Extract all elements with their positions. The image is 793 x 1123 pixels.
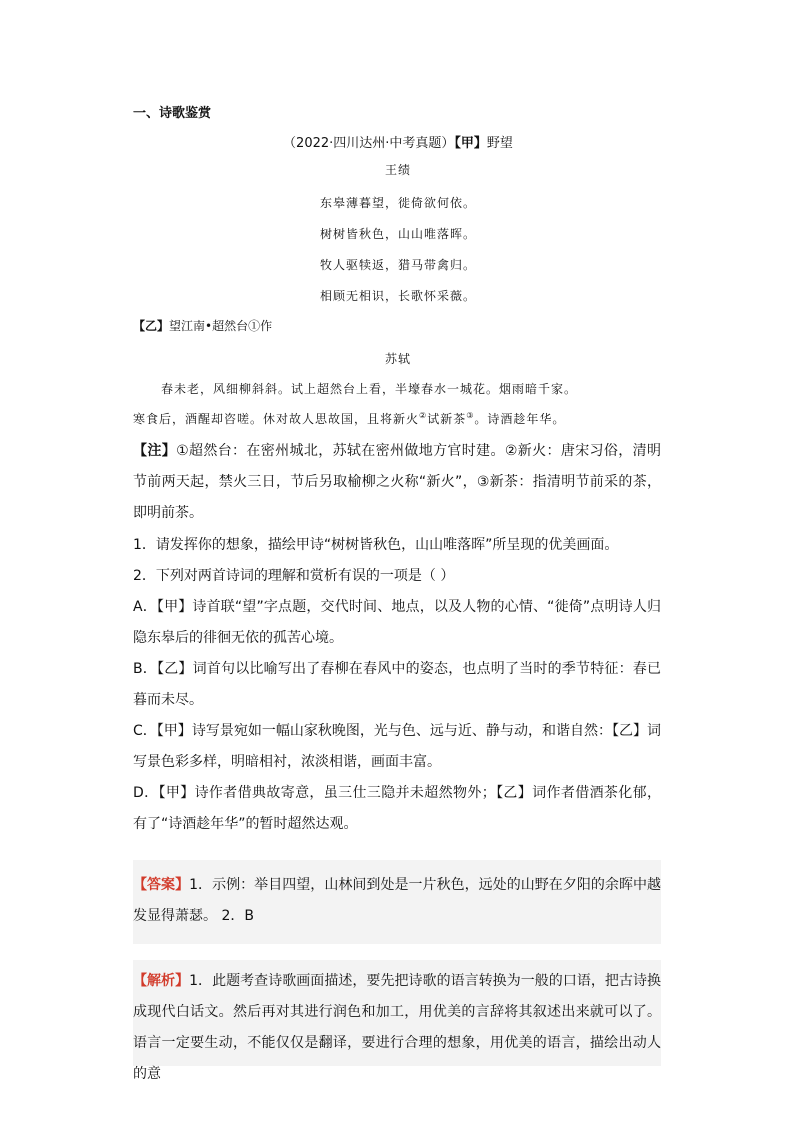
section-title: 一、诗歌鉴赏	[133, 106, 212, 121]
analysis-text: 1．此题考查诗歌画面描述，要先把诗歌的语言转换为一般的口语，把古诗换成现代白话文。然后再对其进行润色和加工，用优美的言辞将其叙述出来就可以了。语言一定要生动，不能仅仅是翻译，要进行合理的想象，用优美的语言，描绘出动人的意	[133, 973, 662, 1082]
jia-author: 王绩	[384, 163, 411, 177]
source-label: （2022·四川达州·中考真题）	[283, 136, 455, 151]
option-b	[133, 654, 661, 716]
option-c-text: 【甲】诗写景宛如一幅山家秋晚图，光与色、远与近、静与动，和谐自然：【乙】词写景色彩多样，明暗相衬，浓淡相谐，画面丰富。	[133, 723, 662, 770]
jia-line-2: 树树皆秋色，山山唯落晖。	[319, 227, 476, 241]
option-c-letter: C．	[133, 723, 157, 739]
option-b-text: 【乙】词首句以比喻写出了春柳在春风中的姿态，也点明了当时的季节特征：春已暮而未尽。	[133, 661, 662, 708]
yi-tag: 【乙】	[133, 319, 170, 333]
yi-line-2-b: 试新茶	[427, 412, 467, 426]
yi-title-text: 望江南•超然台	[169, 319, 249, 333]
yi-author: 苏轼	[384, 352, 411, 366]
answer-text: 1．示例：举目四望，山林间到处是一片秋色，远处的山野在夕阳的余晖中越发显得萧瑟。 2．B	[133, 877, 662, 924]
yi-mark-2: ②	[419, 411, 428, 420]
notes-text: ①超然台：在密州城北，苏轼在密州做地方官时建。②新火：唐宋习俗，清明节前两天起，禁火三日，节后另取榆柳之火称“新火”，③新茶：指清明节前采的茶，即明前茶。	[133, 443, 661, 521]
jia-line-1: 东皋薄暮望，徙倚欲何依。	[319, 196, 476, 210]
yi-line-2-c: 。诗酒趁年华。	[474, 412, 566, 426]
option-a-text: 【甲】诗首联“望”字点题，交代时间、地点，以及人物的心情、“徙倚”点明诗人归隐东皋后的徘徊无依的孤苦心境。	[133, 599, 661, 646]
yi-title	[133, 317, 272, 334]
option-d-letter: D．	[133, 785, 159, 801]
option-d	[133, 778, 661, 840]
yi-line-2-a: 寒食后，酒醒却咨嗟。休对故人思故国，且将新火	[133, 412, 420, 426]
poem-heading	[133, 132, 663, 151]
option-b-letter: B．	[133, 661, 158, 677]
question-1: 1．请发挥你的想象，描绘甲诗“树树皆秋色，山山唯落晖”所呈现的优美画面。	[133, 537, 619, 553]
yi-line-2	[133, 410, 663, 427]
yi-mark-3: ③	[466, 411, 475, 420]
option-a	[133, 592, 661, 654]
option-d-text: 【甲】诗作者借典故寄意，虽三仕三隐并未超然物外；【乙】词作者借酒茶化郁，有了“诗酒趁年华”的暂时超然达观。	[133, 785, 662, 832]
yi-note-mark: ①	[248, 319, 261, 333]
jia-title: 野望	[486, 136, 513, 151]
notes-tag: 【注】	[133, 443, 177, 459]
analysis-label: 【解析】	[133, 973, 190, 989]
option-a-letter: A．	[133, 599, 157, 615]
notes-paragraph	[133, 436, 661, 529]
jia-line-4: 相顾无相识，长歌怀采薇。	[319, 289, 476, 303]
analysis-box	[133, 960, 662, 1082]
yi-line-1: 春未老，风细柳斜斜。试上超然台上看，半壕春水一城花。烟雨暗千家。	[161, 382, 578, 396]
answer-label: 【答案】	[133, 877, 190, 893]
option-c	[133, 716, 661, 778]
jia-tag: 【甲】	[454, 136, 487, 151]
yi-title-suffix: 作	[260, 319, 273, 333]
answer-box	[133, 860, 661, 944]
jia-line-3: 牧人驱犊返，猎马带禽归。	[319, 258, 476, 272]
question-2: 2．下列对两首诗词的理解和赏析有误的一项是（ ）	[133, 568, 455, 584]
